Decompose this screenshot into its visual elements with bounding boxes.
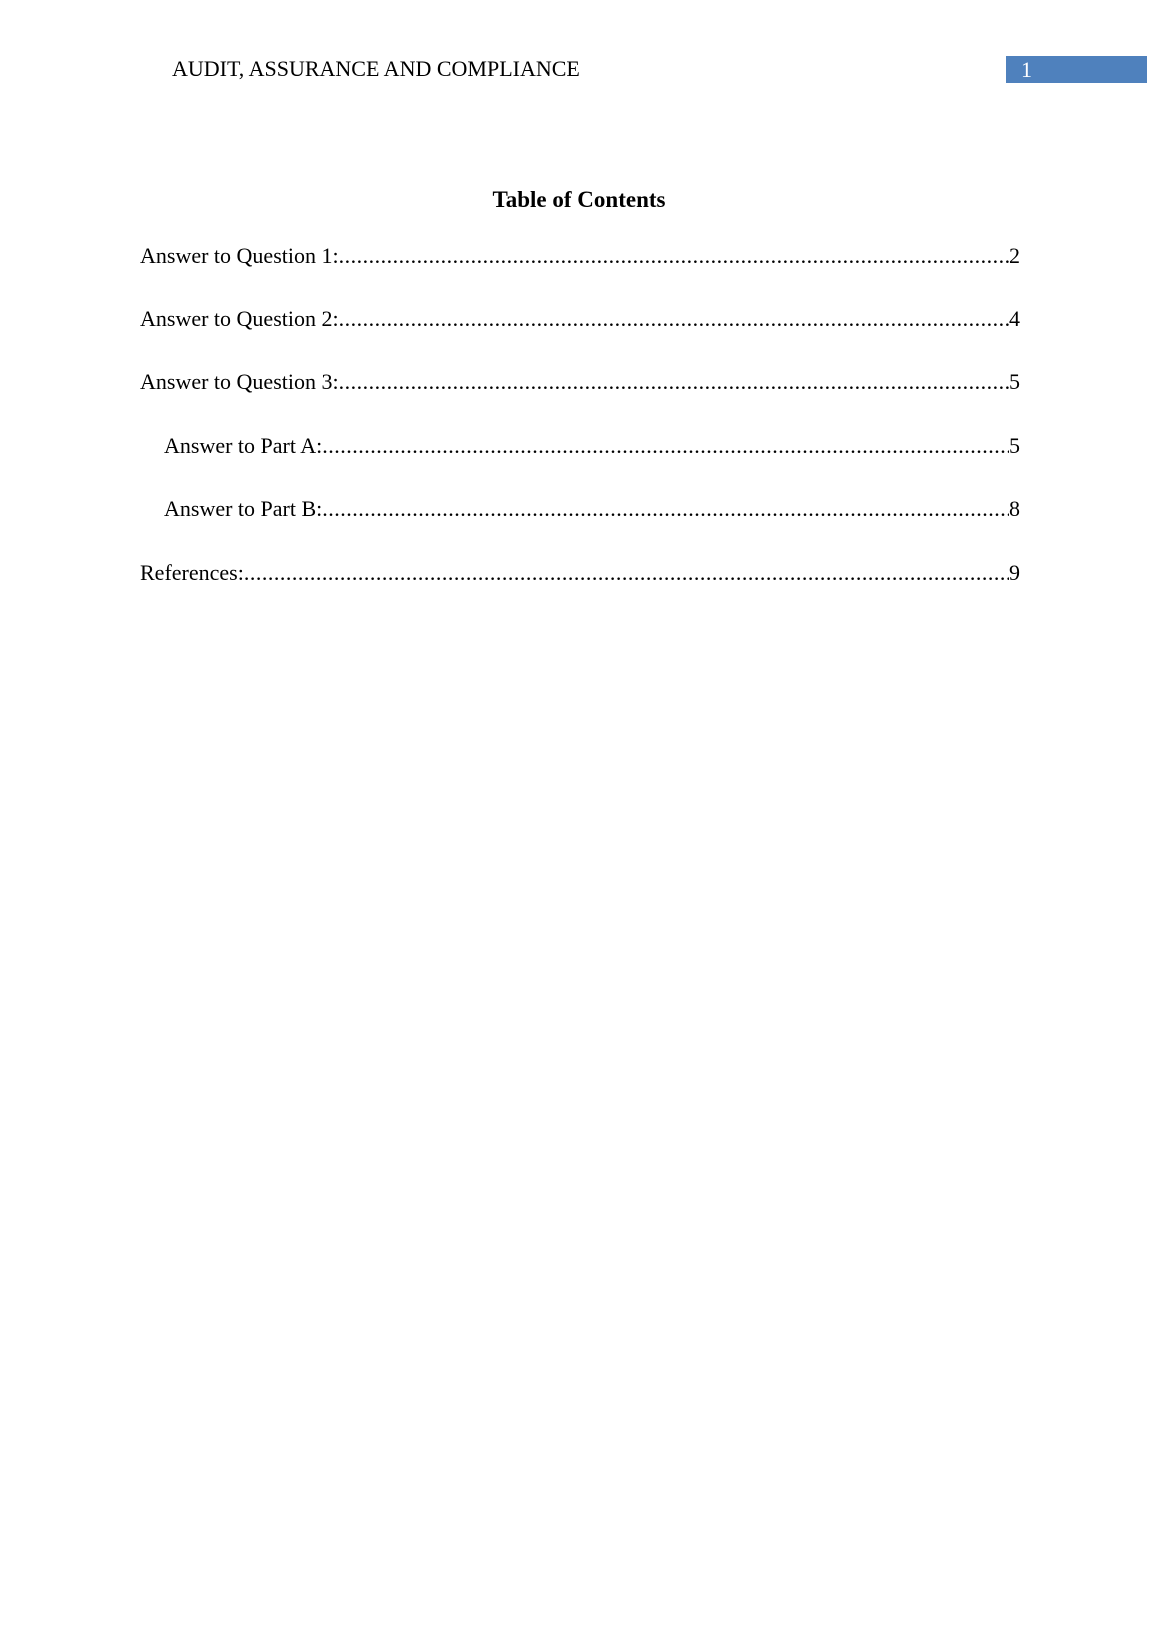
toc-entry-part-a[interactable] [164, 431, 1020, 461]
toc-entry-page: 5 [1009, 433, 1020, 458]
toc-entry-question-3[interactable] [140, 367, 1020, 397]
toc-dot-leader [322, 431, 1009, 461]
toc-dot-leader [339, 241, 1009, 271]
toc-entry-page: 5 [1009, 369, 1020, 394]
toc-dot-leader [339, 304, 1009, 334]
toc-entry-label: Answer to Part A: [164, 433, 323, 458]
toc-entry-references[interactable] [140, 558, 1020, 588]
toc-list [0, 0, 1158, 600]
toc-entry-page: 9 [1009, 560, 1020, 585]
toc-dot-leader [244, 558, 1009, 588]
toc-entry-label: Answer to Question 3: [140, 369, 339, 394]
toc-title: Table of Contents [492, 187, 666, 212]
toc-dot-leader [322, 494, 1009, 524]
toc-entry-page: 8 [1009, 496, 1020, 521]
toc-entry-question-2[interactable] [140, 304, 1020, 334]
running-head: AUDIT, ASSURANCE AND COMPLIANCE [172, 56, 580, 81]
toc-entry-label: Answer to Question 2: [140, 306, 339, 331]
toc-entry-label: Answer to Part B: [164, 496, 323, 521]
toc-entry-question-1[interactable] [140, 241, 1020, 271]
toc-entry-page: 2 [1009, 243, 1020, 268]
toc-entry-label: Answer to Question 1: [140, 243, 339, 268]
page-number: 1 [1021, 57, 1032, 82]
toc-entry-page: 4 [1009, 306, 1020, 331]
toc-entry-part-b[interactable] [164, 494, 1020, 524]
toc-dot-leader [339, 367, 1009, 397]
toc-entry-label: References: [140, 560, 244, 585]
